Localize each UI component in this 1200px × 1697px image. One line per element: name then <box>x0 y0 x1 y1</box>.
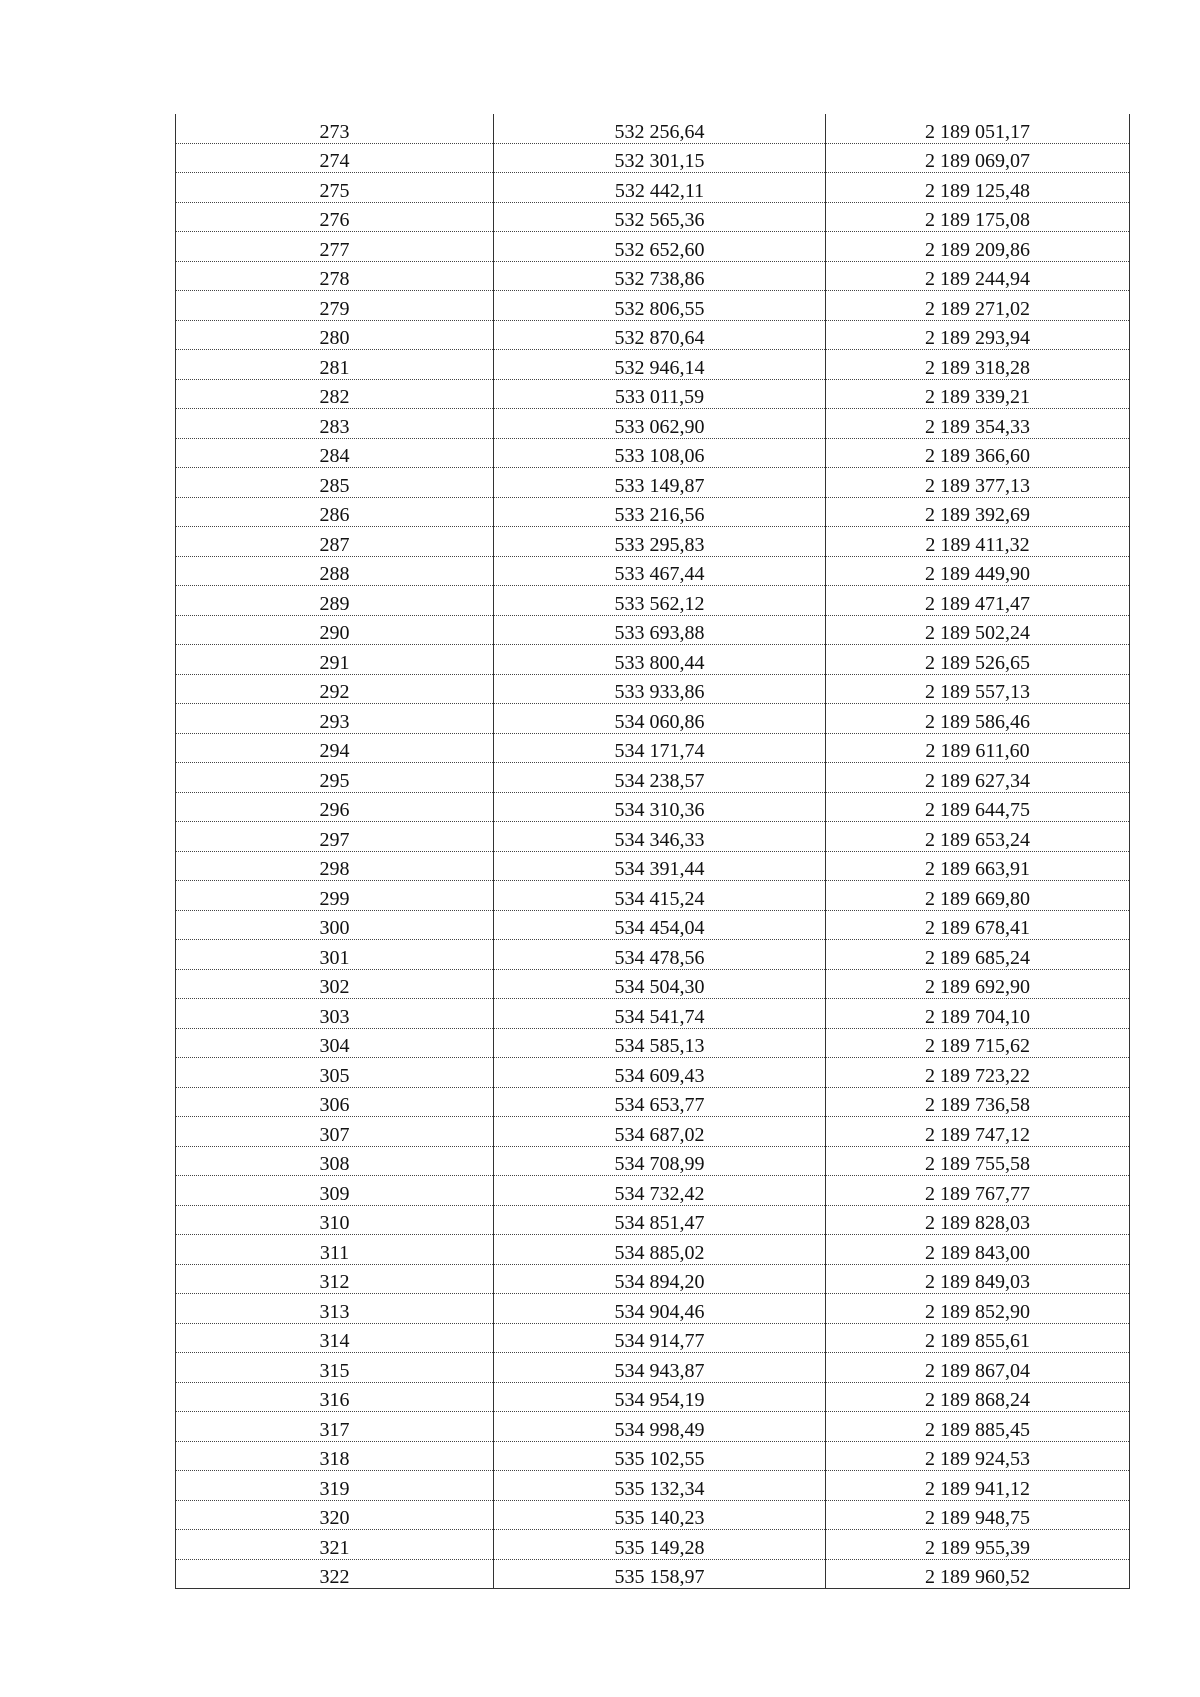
x-coordinate-cell: 532 806,55 <box>494 291 826 321</box>
x-coordinate-cell: 534 894,20 <box>494 1264 826 1294</box>
x-coordinate-cell: 535 132,34 <box>494 1471 826 1501</box>
y-coordinate-cell: 2 189 736,58 <box>826 1087 1130 1117</box>
point-number-cell: 302 <box>176 969 494 999</box>
x-coordinate-cell: 533 149,87 <box>494 468 826 498</box>
point-number-cell: 281 <box>176 350 494 380</box>
point-number-cell: 314 <box>176 1323 494 1353</box>
y-coordinate-cell: 2 189 685,24 <box>826 940 1130 970</box>
table-row <box>176 556 1130 586</box>
point-number-cell: 280 <box>176 320 494 350</box>
x-coordinate-cell: 534 454,04 <box>494 910 826 940</box>
point-number-cell: 313 <box>176 1294 494 1324</box>
table-row <box>176 910 1130 940</box>
point-number-cell: 322 <box>176 1559 494 1589</box>
table-row <box>176 1353 1130 1383</box>
point-number-cell: 300 <box>176 910 494 940</box>
point-number-cell: 306 <box>176 1087 494 1117</box>
point-number-cell: 309 <box>176 1176 494 1206</box>
point-number-cell: 318 <box>176 1441 494 1471</box>
y-coordinate-cell: 2 189 411,32 <box>826 527 1130 557</box>
y-coordinate-cell: 2 189 125,48 <box>826 173 1130 203</box>
point-number-cell: 320 <box>176 1500 494 1530</box>
y-coordinate-cell: 2 189 885,45 <box>826 1412 1130 1442</box>
y-coordinate-cell: 2 189 293,94 <box>826 320 1130 350</box>
table-row <box>176 792 1130 822</box>
point-number-cell: 273 <box>176 114 494 143</box>
point-number-cell: 308 <box>176 1146 494 1176</box>
x-coordinate-cell: 534 914,77 <box>494 1323 826 1353</box>
point-number-cell: 316 <box>176 1382 494 1412</box>
point-number-cell: 276 <box>176 202 494 232</box>
y-coordinate-cell: 2 189 828,03 <box>826 1205 1130 1235</box>
point-number-cell: 295 <box>176 763 494 793</box>
y-coordinate-cell: 2 189 377,13 <box>826 468 1130 498</box>
table-row <box>176 1028 1130 1058</box>
y-coordinate-cell: 2 189 611,60 <box>826 733 1130 763</box>
y-coordinate-cell: 2 189 867,04 <box>826 1353 1130 1383</box>
x-coordinate-cell: 533 062,90 <box>494 409 826 439</box>
x-coordinate-cell: 535 102,55 <box>494 1441 826 1471</box>
point-number-cell: 287 <box>176 527 494 557</box>
x-coordinate-cell: 534 171,74 <box>494 733 826 763</box>
y-coordinate-cell: 2 189 644,75 <box>826 792 1130 822</box>
table-row <box>176 1294 1130 1324</box>
table-row <box>176 999 1130 1029</box>
table-row <box>176 1559 1130 1589</box>
x-coordinate-cell: 532 301,15 <box>494 143 826 173</box>
point-number-cell: 275 <box>176 173 494 203</box>
y-coordinate-cell: 2 189 843,00 <box>826 1235 1130 1265</box>
table-row <box>176 1382 1130 1412</box>
point-number-cell: 310 <box>176 1205 494 1235</box>
x-coordinate-cell: 534 478,56 <box>494 940 826 970</box>
x-coordinate-cell: 533 467,44 <box>494 556 826 586</box>
table-row <box>176 881 1130 911</box>
table-row <box>176 1323 1130 1353</box>
point-number-cell: 311 <box>176 1235 494 1265</box>
x-coordinate-cell: 534 310,36 <box>494 792 826 822</box>
x-coordinate-cell: 534 998,49 <box>494 1412 826 1442</box>
y-coordinate-cell: 2 189 354,33 <box>826 409 1130 439</box>
table-row <box>176 851 1130 881</box>
y-coordinate-cell: 2 189 924,53 <box>826 1441 1130 1471</box>
table-row <box>176 822 1130 852</box>
y-coordinate-cell: 2 189 244,94 <box>826 261 1130 291</box>
x-coordinate-cell: 534 609,43 <box>494 1058 826 1088</box>
table-row <box>176 1117 1130 1147</box>
table-row <box>176 468 1130 498</box>
x-coordinate-cell: 532 256,64 <box>494 114 826 143</box>
table-row <box>176 173 1130 203</box>
x-coordinate-cell: 532 738,86 <box>494 261 826 291</box>
coordinates-table-body <box>176 114 1130 1589</box>
y-coordinate-cell: 2 189 526,65 <box>826 645 1130 675</box>
y-coordinate-cell: 2 189 678,41 <box>826 910 1130 940</box>
y-coordinate-cell: 2 189 663,91 <box>826 851 1130 881</box>
table-row <box>176 232 1130 262</box>
x-coordinate-cell: 534 541,74 <box>494 999 826 1029</box>
point-number-cell: 294 <box>176 733 494 763</box>
table-row <box>176 291 1130 321</box>
y-coordinate-cell: 2 189 653,24 <box>826 822 1130 852</box>
point-number-cell: 321 <box>176 1530 494 1560</box>
point-number-cell: 303 <box>176 999 494 1029</box>
coordinates-table <box>175 114 1130 1589</box>
point-number-cell: 298 <box>176 851 494 881</box>
x-coordinate-cell: 535 140,23 <box>494 1500 826 1530</box>
table-row <box>176 733 1130 763</box>
point-number-cell: 283 <box>176 409 494 439</box>
point-number-cell: 296 <box>176 792 494 822</box>
point-number-cell: 285 <box>176 468 494 498</box>
table-row <box>176 497 1130 527</box>
table-row <box>176 143 1130 173</box>
table-row <box>176 409 1130 439</box>
table-row <box>176 1058 1130 1088</box>
y-coordinate-cell: 2 189 704,10 <box>826 999 1130 1029</box>
table-row <box>176 969 1130 999</box>
point-number-cell: 274 <box>176 143 494 173</box>
x-coordinate-cell: 533 933,86 <box>494 674 826 704</box>
x-coordinate-cell: 532 442,11 <box>494 173 826 203</box>
point-number-cell: 305 <box>176 1058 494 1088</box>
table-row <box>176 1205 1130 1235</box>
x-coordinate-cell: 533 562,12 <box>494 586 826 616</box>
x-coordinate-cell: 533 216,56 <box>494 497 826 527</box>
table-row <box>176 1235 1130 1265</box>
x-coordinate-cell: 535 149,28 <box>494 1530 826 1560</box>
y-coordinate-cell: 2 189 960,52 <box>826 1559 1130 1589</box>
x-coordinate-cell: 532 652,60 <box>494 232 826 262</box>
point-number-cell: 317 <box>176 1412 494 1442</box>
y-coordinate-cell: 2 189 392,69 <box>826 497 1130 527</box>
y-coordinate-cell: 2 189 755,58 <box>826 1146 1130 1176</box>
table-row <box>176 1176 1130 1206</box>
point-number-cell: 277 <box>176 232 494 262</box>
point-number-cell: 301 <box>176 940 494 970</box>
y-coordinate-cell: 2 189 692,90 <box>826 969 1130 999</box>
y-coordinate-cell: 2 189 449,90 <box>826 556 1130 586</box>
x-coordinate-cell: 533 011,59 <box>494 379 826 409</box>
x-coordinate-cell: 534 415,24 <box>494 881 826 911</box>
table-row <box>176 763 1130 793</box>
y-coordinate-cell: 2 189 318,28 <box>826 350 1130 380</box>
y-coordinate-cell: 2 189 366,60 <box>826 438 1130 468</box>
point-number-cell: 307 <box>176 1117 494 1147</box>
y-coordinate-cell: 2 189 767,77 <box>826 1176 1130 1206</box>
y-coordinate-cell: 2 189 557,13 <box>826 674 1130 704</box>
x-coordinate-cell: 534 904,46 <box>494 1294 826 1324</box>
y-coordinate-cell: 2 189 723,22 <box>826 1058 1130 1088</box>
point-number-cell: 284 <box>176 438 494 468</box>
point-number-cell: 293 <box>176 704 494 734</box>
y-coordinate-cell: 2 189 175,08 <box>826 202 1130 232</box>
x-coordinate-cell: 534 954,19 <box>494 1382 826 1412</box>
table-row <box>176 645 1130 675</box>
y-coordinate-cell: 2 189 271,02 <box>826 291 1130 321</box>
x-coordinate-cell: 532 565,36 <box>494 202 826 232</box>
y-coordinate-cell: 2 189 051,17 <box>826 114 1130 143</box>
y-coordinate-cell: 2 189 339,21 <box>826 379 1130 409</box>
y-coordinate-cell: 2 189 747,12 <box>826 1117 1130 1147</box>
table-row <box>176 350 1130 380</box>
table-row <box>176 379 1130 409</box>
y-coordinate-cell: 2 189 209,86 <box>826 232 1130 262</box>
table-row <box>176 1146 1130 1176</box>
y-coordinate-cell: 2 189 955,39 <box>826 1530 1130 1560</box>
point-number-cell: 312 <box>176 1264 494 1294</box>
x-coordinate-cell: 534 585,13 <box>494 1028 826 1058</box>
table-row <box>176 1530 1130 1560</box>
table-row <box>176 527 1130 557</box>
table-row <box>176 1087 1130 1117</box>
table-row <box>176 1441 1130 1471</box>
y-coordinate-cell: 2 189 868,24 <box>826 1382 1130 1412</box>
x-coordinate-cell: 533 800,44 <box>494 645 826 675</box>
y-coordinate-cell: 2 189 852,90 <box>826 1294 1130 1324</box>
y-coordinate-cell: 2 189 941,12 <box>826 1471 1130 1501</box>
y-coordinate-cell: 2 189 586,46 <box>826 704 1130 734</box>
point-number-cell: 291 <box>176 645 494 675</box>
table-row <box>176 940 1130 970</box>
table-row <box>176 615 1130 645</box>
point-number-cell: 304 <box>176 1028 494 1058</box>
x-coordinate-cell: 533 108,06 <box>494 438 826 468</box>
x-coordinate-cell: 532 870,64 <box>494 320 826 350</box>
x-coordinate-cell: 534 708,99 <box>494 1146 826 1176</box>
point-number-cell: 282 <box>176 379 494 409</box>
table-row <box>176 320 1130 350</box>
point-number-cell: 289 <box>176 586 494 616</box>
table-row <box>176 674 1130 704</box>
x-coordinate-cell: 535 158,97 <box>494 1559 826 1589</box>
x-coordinate-cell: 532 946,14 <box>494 350 826 380</box>
table-row <box>176 704 1130 734</box>
x-coordinate-cell: 534 504,30 <box>494 969 826 999</box>
x-coordinate-cell: 534 687,02 <box>494 1117 826 1147</box>
point-number-cell: 315 <box>176 1353 494 1383</box>
point-number-cell: 319 <box>176 1471 494 1501</box>
point-number-cell: 278 <box>176 261 494 291</box>
point-number-cell: 279 <box>176 291 494 321</box>
table-row <box>176 114 1130 143</box>
x-coordinate-cell: 534 238,57 <box>494 763 826 793</box>
point-number-cell: 292 <box>176 674 494 704</box>
point-number-cell: 299 <box>176 881 494 911</box>
table-row <box>176 1471 1130 1501</box>
point-number-cell: 290 <box>176 615 494 645</box>
x-coordinate-cell: 534 943,87 <box>494 1353 826 1383</box>
y-coordinate-cell: 2 189 627,34 <box>826 763 1130 793</box>
x-coordinate-cell: 534 391,44 <box>494 851 826 881</box>
y-coordinate-cell: 2 189 948,75 <box>826 1500 1130 1530</box>
table-row <box>176 586 1130 616</box>
y-coordinate-cell: 2 189 715,62 <box>826 1028 1130 1058</box>
point-number-cell: 288 <box>176 556 494 586</box>
point-number-cell: 297 <box>176 822 494 852</box>
y-coordinate-cell: 2 189 471,47 <box>826 586 1130 616</box>
x-coordinate-cell: 534 060,86 <box>494 704 826 734</box>
table-row <box>176 1264 1130 1294</box>
x-coordinate-cell: 533 693,88 <box>494 615 826 645</box>
y-coordinate-cell: 2 189 502,24 <box>826 615 1130 645</box>
table-row <box>176 202 1130 232</box>
point-number-cell: 286 <box>176 497 494 527</box>
x-coordinate-cell: 534 851,47 <box>494 1205 826 1235</box>
x-coordinate-cell: 534 346,33 <box>494 822 826 852</box>
table-row <box>176 261 1130 291</box>
y-coordinate-cell: 2 189 849,03 <box>826 1264 1130 1294</box>
x-coordinate-cell: 533 295,83 <box>494 527 826 557</box>
y-coordinate-cell: 2 189 855,61 <box>826 1323 1130 1353</box>
table-row <box>176 1412 1130 1442</box>
y-coordinate-cell: 2 189 069,07 <box>826 143 1130 173</box>
x-coordinate-cell: 534 885,02 <box>494 1235 826 1265</box>
y-coordinate-cell: 2 189 669,80 <box>826 881 1130 911</box>
x-coordinate-cell: 534 732,42 <box>494 1176 826 1206</box>
table-row <box>176 1500 1130 1530</box>
x-coordinate-cell: 534 653,77 <box>494 1087 826 1117</box>
table-row <box>176 438 1130 468</box>
